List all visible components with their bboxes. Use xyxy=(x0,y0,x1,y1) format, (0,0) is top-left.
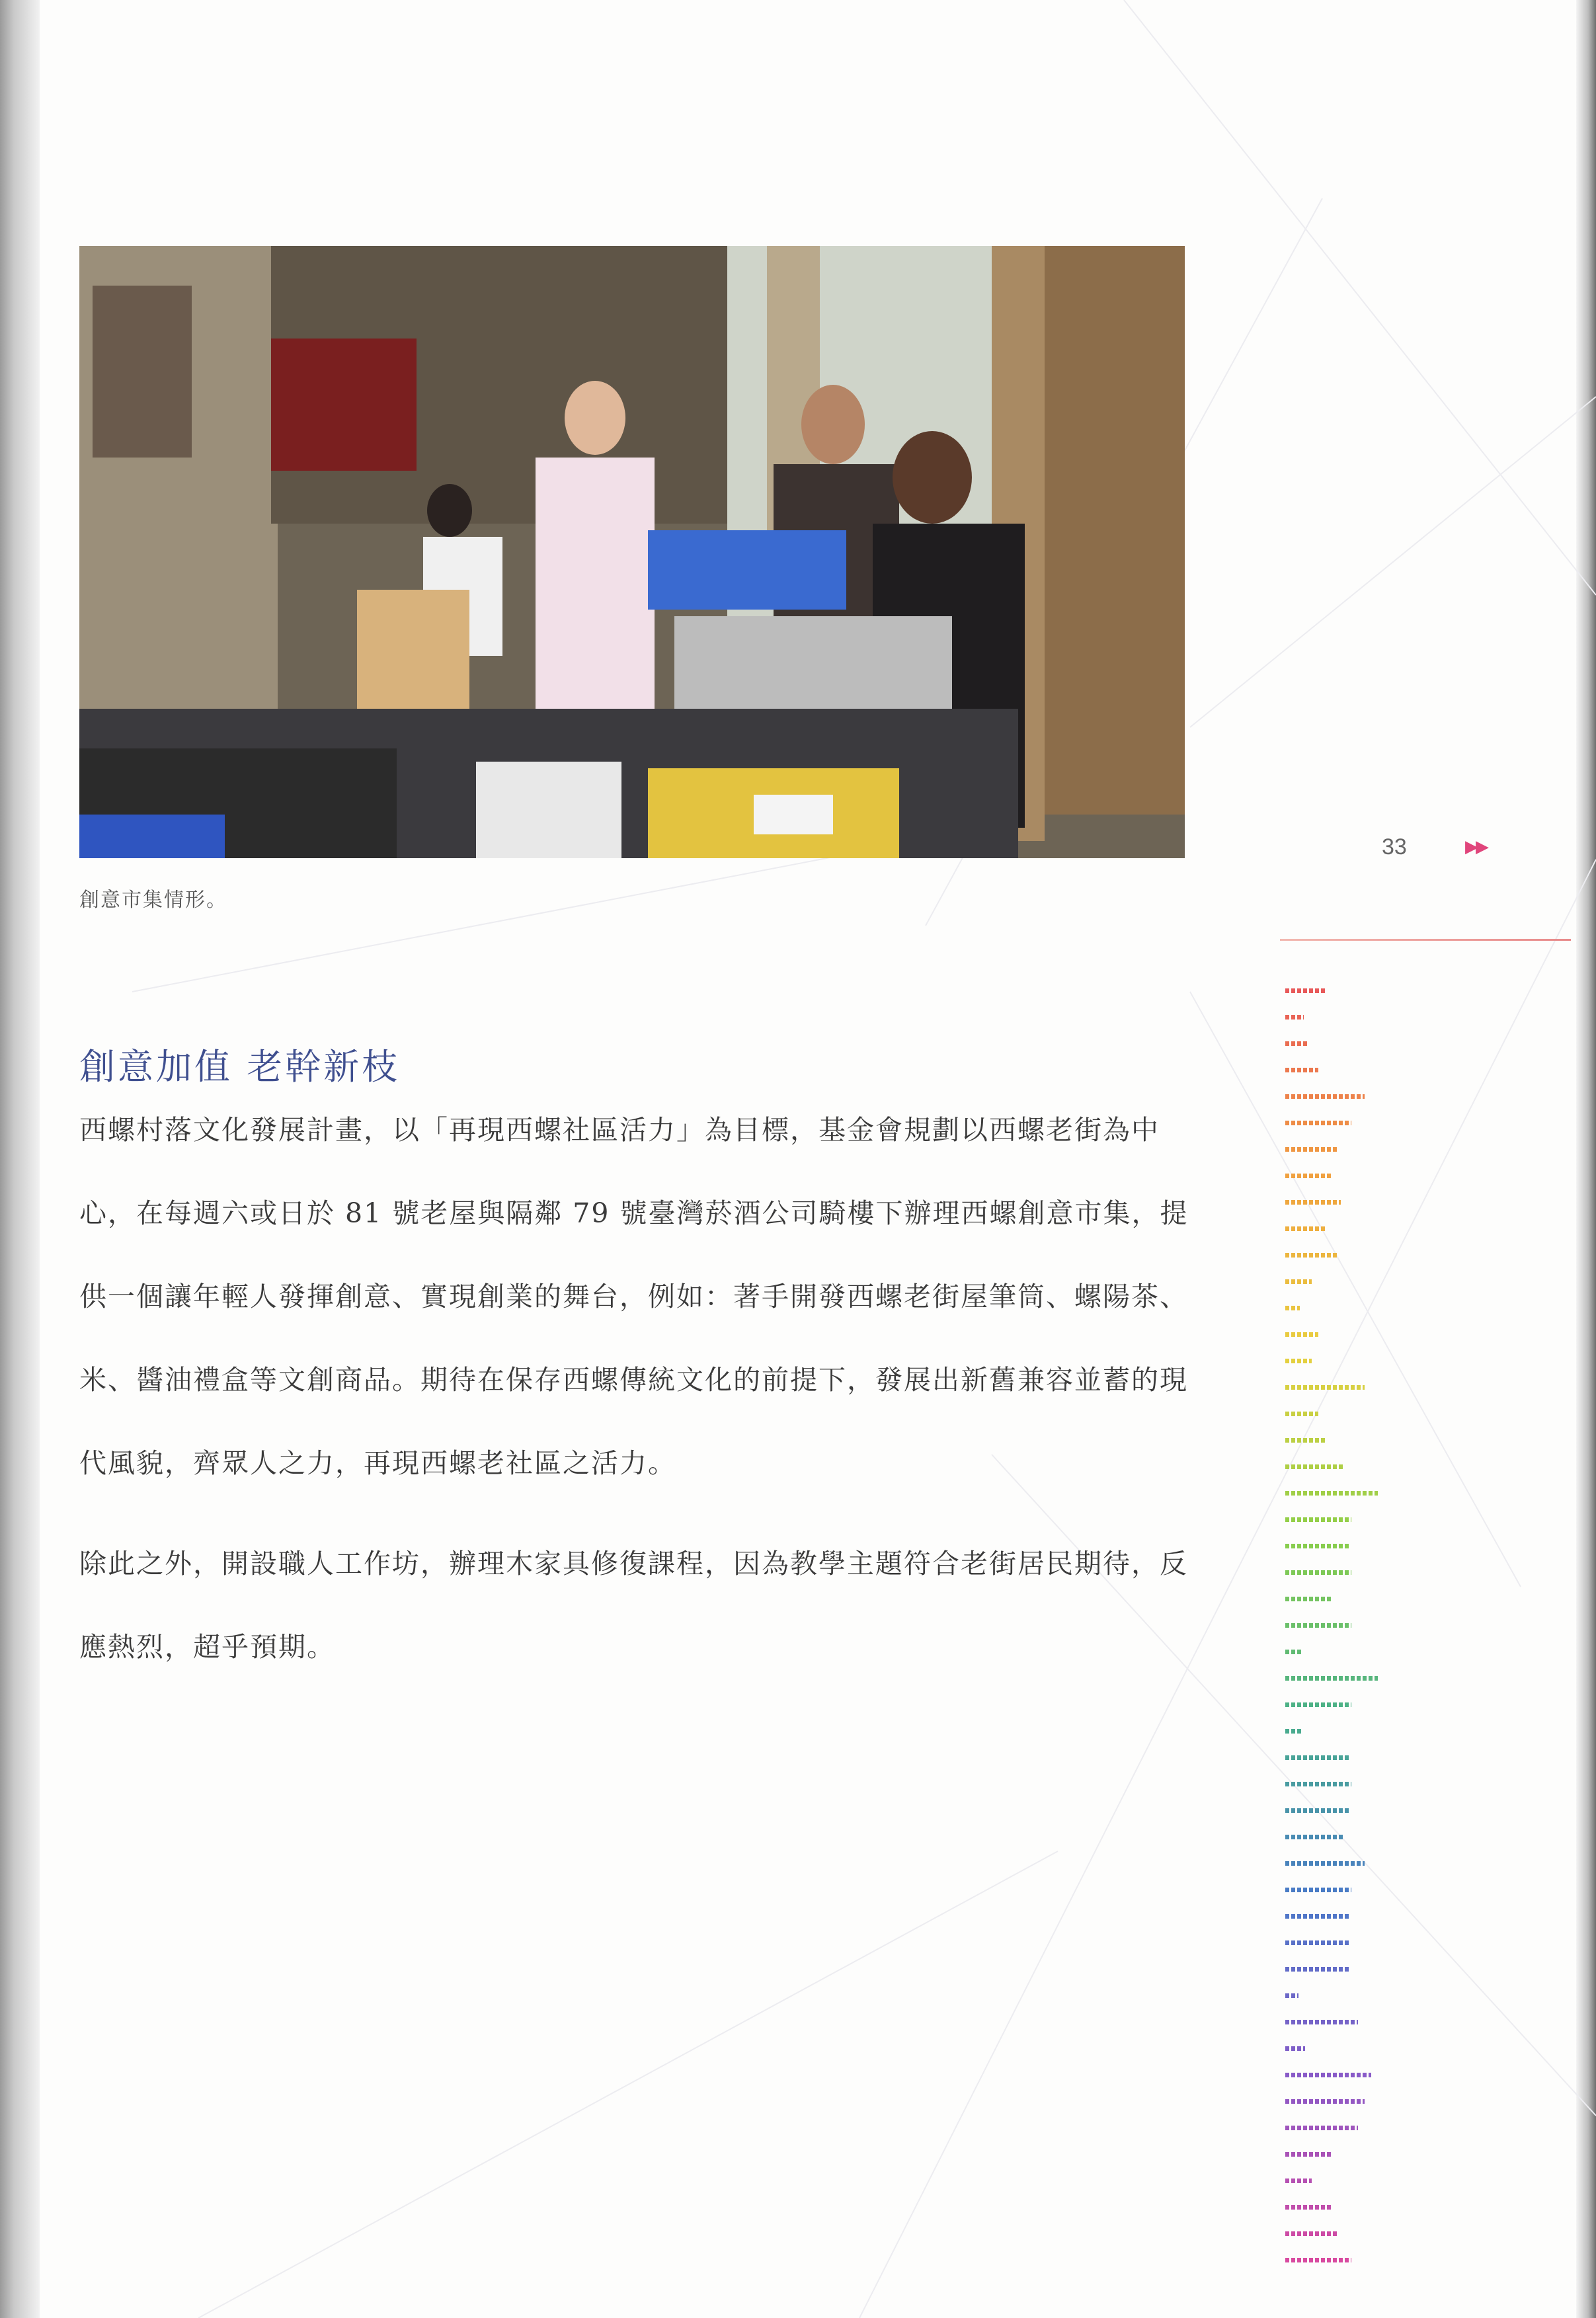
sidebar-index-bar xyxy=(1285,1940,1349,1945)
sidebar-index-bar xyxy=(1285,1993,1298,1998)
photo-caption: 創意市集情形。 xyxy=(79,889,227,911)
sidebar-index-bar xyxy=(1285,1861,1365,1866)
sidebar-index-bar xyxy=(1285,1729,1302,1734)
sidebar-index-mark xyxy=(1285,1718,1378,1744)
sidebar-index-mark xyxy=(1285,1585,1378,1612)
sidebar-index-mark xyxy=(1285,2247,1378,2273)
sidebar-index-mark xyxy=(1285,2220,1378,2247)
sidebar-index-mark xyxy=(1285,2167,1378,2194)
sidebar-index-bar xyxy=(1285,2020,1358,2024)
sidebar-index-bar xyxy=(1285,1147,1338,1152)
sidebar-index-bar xyxy=(1285,1174,1332,1178)
sidebar-index-bar xyxy=(1285,1279,1312,1284)
sidebar-index-mark xyxy=(1285,1956,1378,1982)
sidebar-index-mark xyxy=(1285,1691,1378,1718)
sidebar-index-bar xyxy=(1285,1888,1351,1892)
sidebar-index-mark xyxy=(1285,1268,1378,1295)
sidebar-index-bar xyxy=(1285,2046,1305,2051)
sidebar-index-bar xyxy=(1285,2258,1351,2262)
sidebar-index-bar xyxy=(1285,1015,1304,1019)
sidebar-index-bar xyxy=(1285,1650,1302,1654)
sidebar-index-mark xyxy=(1285,1374,1378,1400)
sidebar-index-mark xyxy=(1285,1109,1378,1136)
sidebar-index-bar xyxy=(1285,1041,1308,1046)
sidebar-index-bar xyxy=(1285,2178,1312,2183)
sidebar-index-mark xyxy=(1285,1136,1378,1162)
sidebar-index-mark xyxy=(1285,1030,1378,1057)
sidebar-index-bar xyxy=(1285,1702,1351,1707)
sidebar-index-mark xyxy=(1285,1057,1378,1083)
sidebar-index-bar xyxy=(1285,1464,1345,1469)
sidebar-index-mark xyxy=(1285,1427,1378,1453)
sidebar-index-mark xyxy=(1285,1004,1378,1030)
sidebar-index-mark xyxy=(1285,1215,1378,1242)
sidebar-index-mark xyxy=(1285,2061,1378,2088)
page-number: 33 xyxy=(1382,834,1407,859)
sidebar-index-bar xyxy=(1285,1332,1318,1337)
sidebar-index-mark xyxy=(1285,1083,1378,1109)
sidebar-index-mark xyxy=(1285,1162,1378,1189)
sidebar-index-mark xyxy=(1285,1400,1378,1427)
sidebar-index-bar xyxy=(1285,1597,1332,1601)
sidebar-index-mark xyxy=(1285,2009,1378,2035)
sidebar-index-mark xyxy=(1285,1903,1378,1929)
sidebar-index-bar xyxy=(1285,2152,1332,2157)
sidebar-index-mark xyxy=(1285,1242,1378,1268)
sidebar-index-mark xyxy=(1285,1559,1378,1585)
sidebar-index-bar xyxy=(1285,1068,1318,1072)
sidebar-index-mark xyxy=(1285,2088,1378,2114)
sidebar-index-bar xyxy=(1285,1094,1365,1099)
sidebar-index-bar xyxy=(1285,1544,1349,1548)
sidebar-index-mark xyxy=(1285,1929,1378,1956)
sidebar-index-mark xyxy=(1285,1453,1378,1480)
sidebar-index-bar xyxy=(1285,1570,1351,1575)
sidebar-index-bar xyxy=(1285,2099,1365,2104)
sidebar-index-mark xyxy=(1285,1982,1378,2009)
sidebar-index-bar xyxy=(1285,1755,1349,1760)
sidebar-index-mark xyxy=(1285,1771,1378,1797)
sidebar-index-bar xyxy=(1285,1967,1349,1972)
sidebar-index-mark xyxy=(1285,2194,1378,2220)
market-photo xyxy=(79,246,1185,858)
sidebar-index-bar xyxy=(1285,988,1325,993)
sidebar-index-bar xyxy=(1285,1359,1312,1363)
sidebar-index-bar xyxy=(1285,1412,1318,1416)
sidebar-index-bar xyxy=(1285,1835,1345,1839)
sidebar-index-bar xyxy=(1285,1676,1378,1681)
sidebar-index-bar xyxy=(1285,1226,1325,1231)
sidebar-index-bar xyxy=(1285,1200,1341,1205)
sidebar-index-mark xyxy=(1285,2035,1378,2061)
sidebar-index-mark xyxy=(1285,1638,1378,1665)
section-title: 創意加值 老幹新枝 xyxy=(79,1045,401,1088)
sidebar-index-bar xyxy=(1285,1306,1300,1310)
sidebar-index-bar xyxy=(1285,1438,1325,1443)
sidebar-index-mark xyxy=(1285,1189,1378,1215)
sidebar-index-bar xyxy=(1285,2073,1371,2077)
sidebar-index-bar xyxy=(1285,1808,1349,1813)
body-paragraph-2: 除此之外，開設職人工作坊，辦理木家具修復課程，因為教學主題符合老街居民期待，反應熱烈，超乎預期。 xyxy=(79,1548,1188,1663)
sidebar-colored-index xyxy=(1285,977,1378,2273)
sidebar-index-mark xyxy=(1285,1347,1378,1374)
sidebar-index-mark xyxy=(1285,1295,1378,1321)
sidebar-index-mark xyxy=(1285,2141,1378,2167)
sidebar-index-mark xyxy=(1285,2114,1378,2141)
sidebar-index-bar xyxy=(1285,1491,1378,1496)
next-page-arrows-icon: ▶▶ xyxy=(1465,837,1486,857)
sidebar-index-bar xyxy=(1285,1385,1365,1390)
sidebar-index-bar xyxy=(1285,1253,1338,1258)
sidebar-index-mark xyxy=(1285,1321,1378,1347)
sidebar-index-mark xyxy=(1285,1797,1378,1823)
sidebar-index-mark xyxy=(1285,1665,1378,1691)
sidebar-index-bar xyxy=(1285,2205,1332,2210)
sidebar-index-mark xyxy=(1285,1506,1378,1533)
sidebar-index-bar xyxy=(1285,1782,1351,1786)
sidebar-index-bar xyxy=(1285,1623,1351,1628)
sidebar-index-mark xyxy=(1285,1876,1378,1903)
sidebar-divider xyxy=(1280,939,1571,941)
sidebar-index-mark xyxy=(1285,1850,1378,1876)
sidebar-index-mark xyxy=(1285,1612,1378,1638)
sidebar-index-bar xyxy=(1285,2126,1358,2130)
sidebar-index-bar xyxy=(1285,2231,1338,2236)
sidebar-index-bar xyxy=(1285,1517,1351,1522)
sidebar-index-bar xyxy=(1285,1914,1349,1919)
sidebar-index-mark xyxy=(1285,1823,1378,1850)
sidebar-index-mark xyxy=(1285,1533,1378,1559)
sidebar-index-mark xyxy=(1285,1744,1378,1771)
sidebar-index-mark xyxy=(1285,1480,1378,1506)
body-paragraph-1: 西螺村落文化發展計畫，以「再現西螺社區活力」為目標，基金會規劃以西螺老街為中心，在每週六或日於 81 號老屋與隔鄰 79 號臺灣菸酒公司騎樓下辦理西螺創意市集，提供一個讓年輕人發揮創意、實現創業的舞台，例如：著手開發西螺老街屋筆筒、螺陽茶、米、醬油禮盒等文創商品。期待在保存西螺傳統文化的前提下，發展出新舊兼容並蓄的現代風貌，齊眾人之力，再現西螺老社區之活力。 xyxy=(79,1114,1189,1479)
sidebar-index-mark xyxy=(1285,977,1378,1004)
sidebar-index-bar xyxy=(1285,1121,1351,1125)
